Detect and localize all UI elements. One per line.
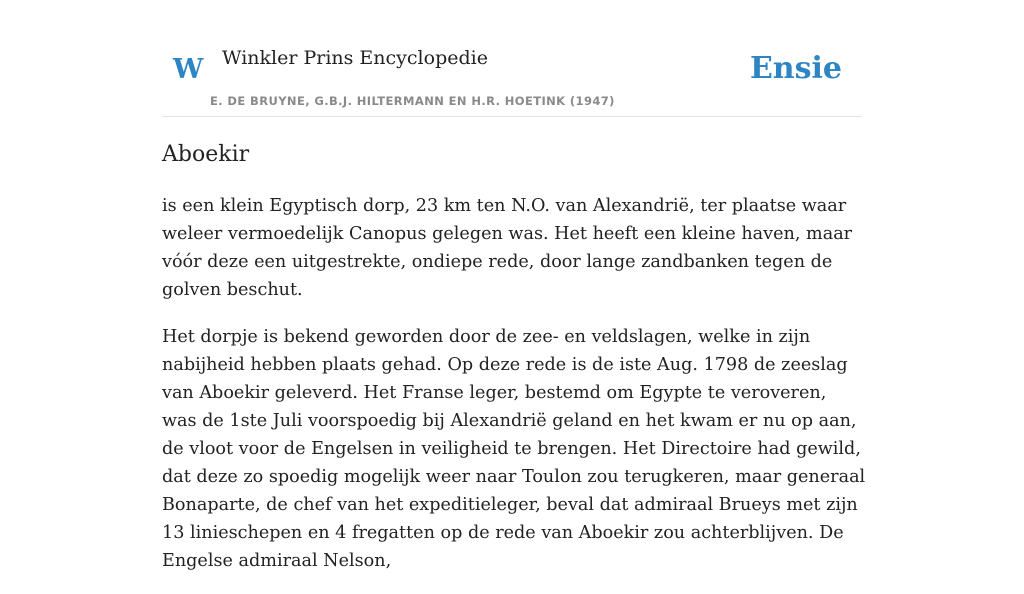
site-logo-icon[interactable]: W xyxy=(173,54,204,85)
article-body xyxy=(162,192,866,594)
brand-logo[interactable]: Ensie xyxy=(749,51,842,86)
article-title: Aboekir xyxy=(162,142,250,167)
article-paragraph: is een klein Egyptisch dorp, 23 km ten N.O. van Alexandrië, ter plaatse waar weleer vermoedelijk Canopus gelegen was. Het heeft een kleine haven, maar vóór deze een uitgestrekte, ondiepe rede, door lange zandbanken tegen de golven beschut. xyxy=(162,196,853,300)
authors-credit: E. DE BRUYNE, G.B.J. HILTERMANN EN H.R. HOETINK (1947) xyxy=(210,94,615,108)
article-paragraph: Het dorpje is bekend geworden door de zee- en veldslagen, welke in zijn nabijheid hebben plaats gehad. Op deze rede is de iste Aug. 1798 de zeeslag van Aboekir geleverd. Het Franse leger, bestemd om Egypte te veroveren, was de 1ste Juli voorspoedig bij Alexandrië geland en het kwam er nu op aan, de vloot voor de Engelsen in veiligheid te brengen. Het Directoire had gewild, dat deze zo spoedig mogelijk weer naar Toulon zou terugkeren, maar generaal Bonaparte, de chef van het expeditieleger, beval dat admiraal Brueys met zijn 13 linieschepen en 4 fregatten op de rede van Aboekir zou achterblijven. De Engelse admiraal Nelson, xyxy=(162,327,866,571)
site-title[interactable]: Winkler Prins Encyclopedie xyxy=(222,47,488,69)
site-header xyxy=(162,0,862,117)
